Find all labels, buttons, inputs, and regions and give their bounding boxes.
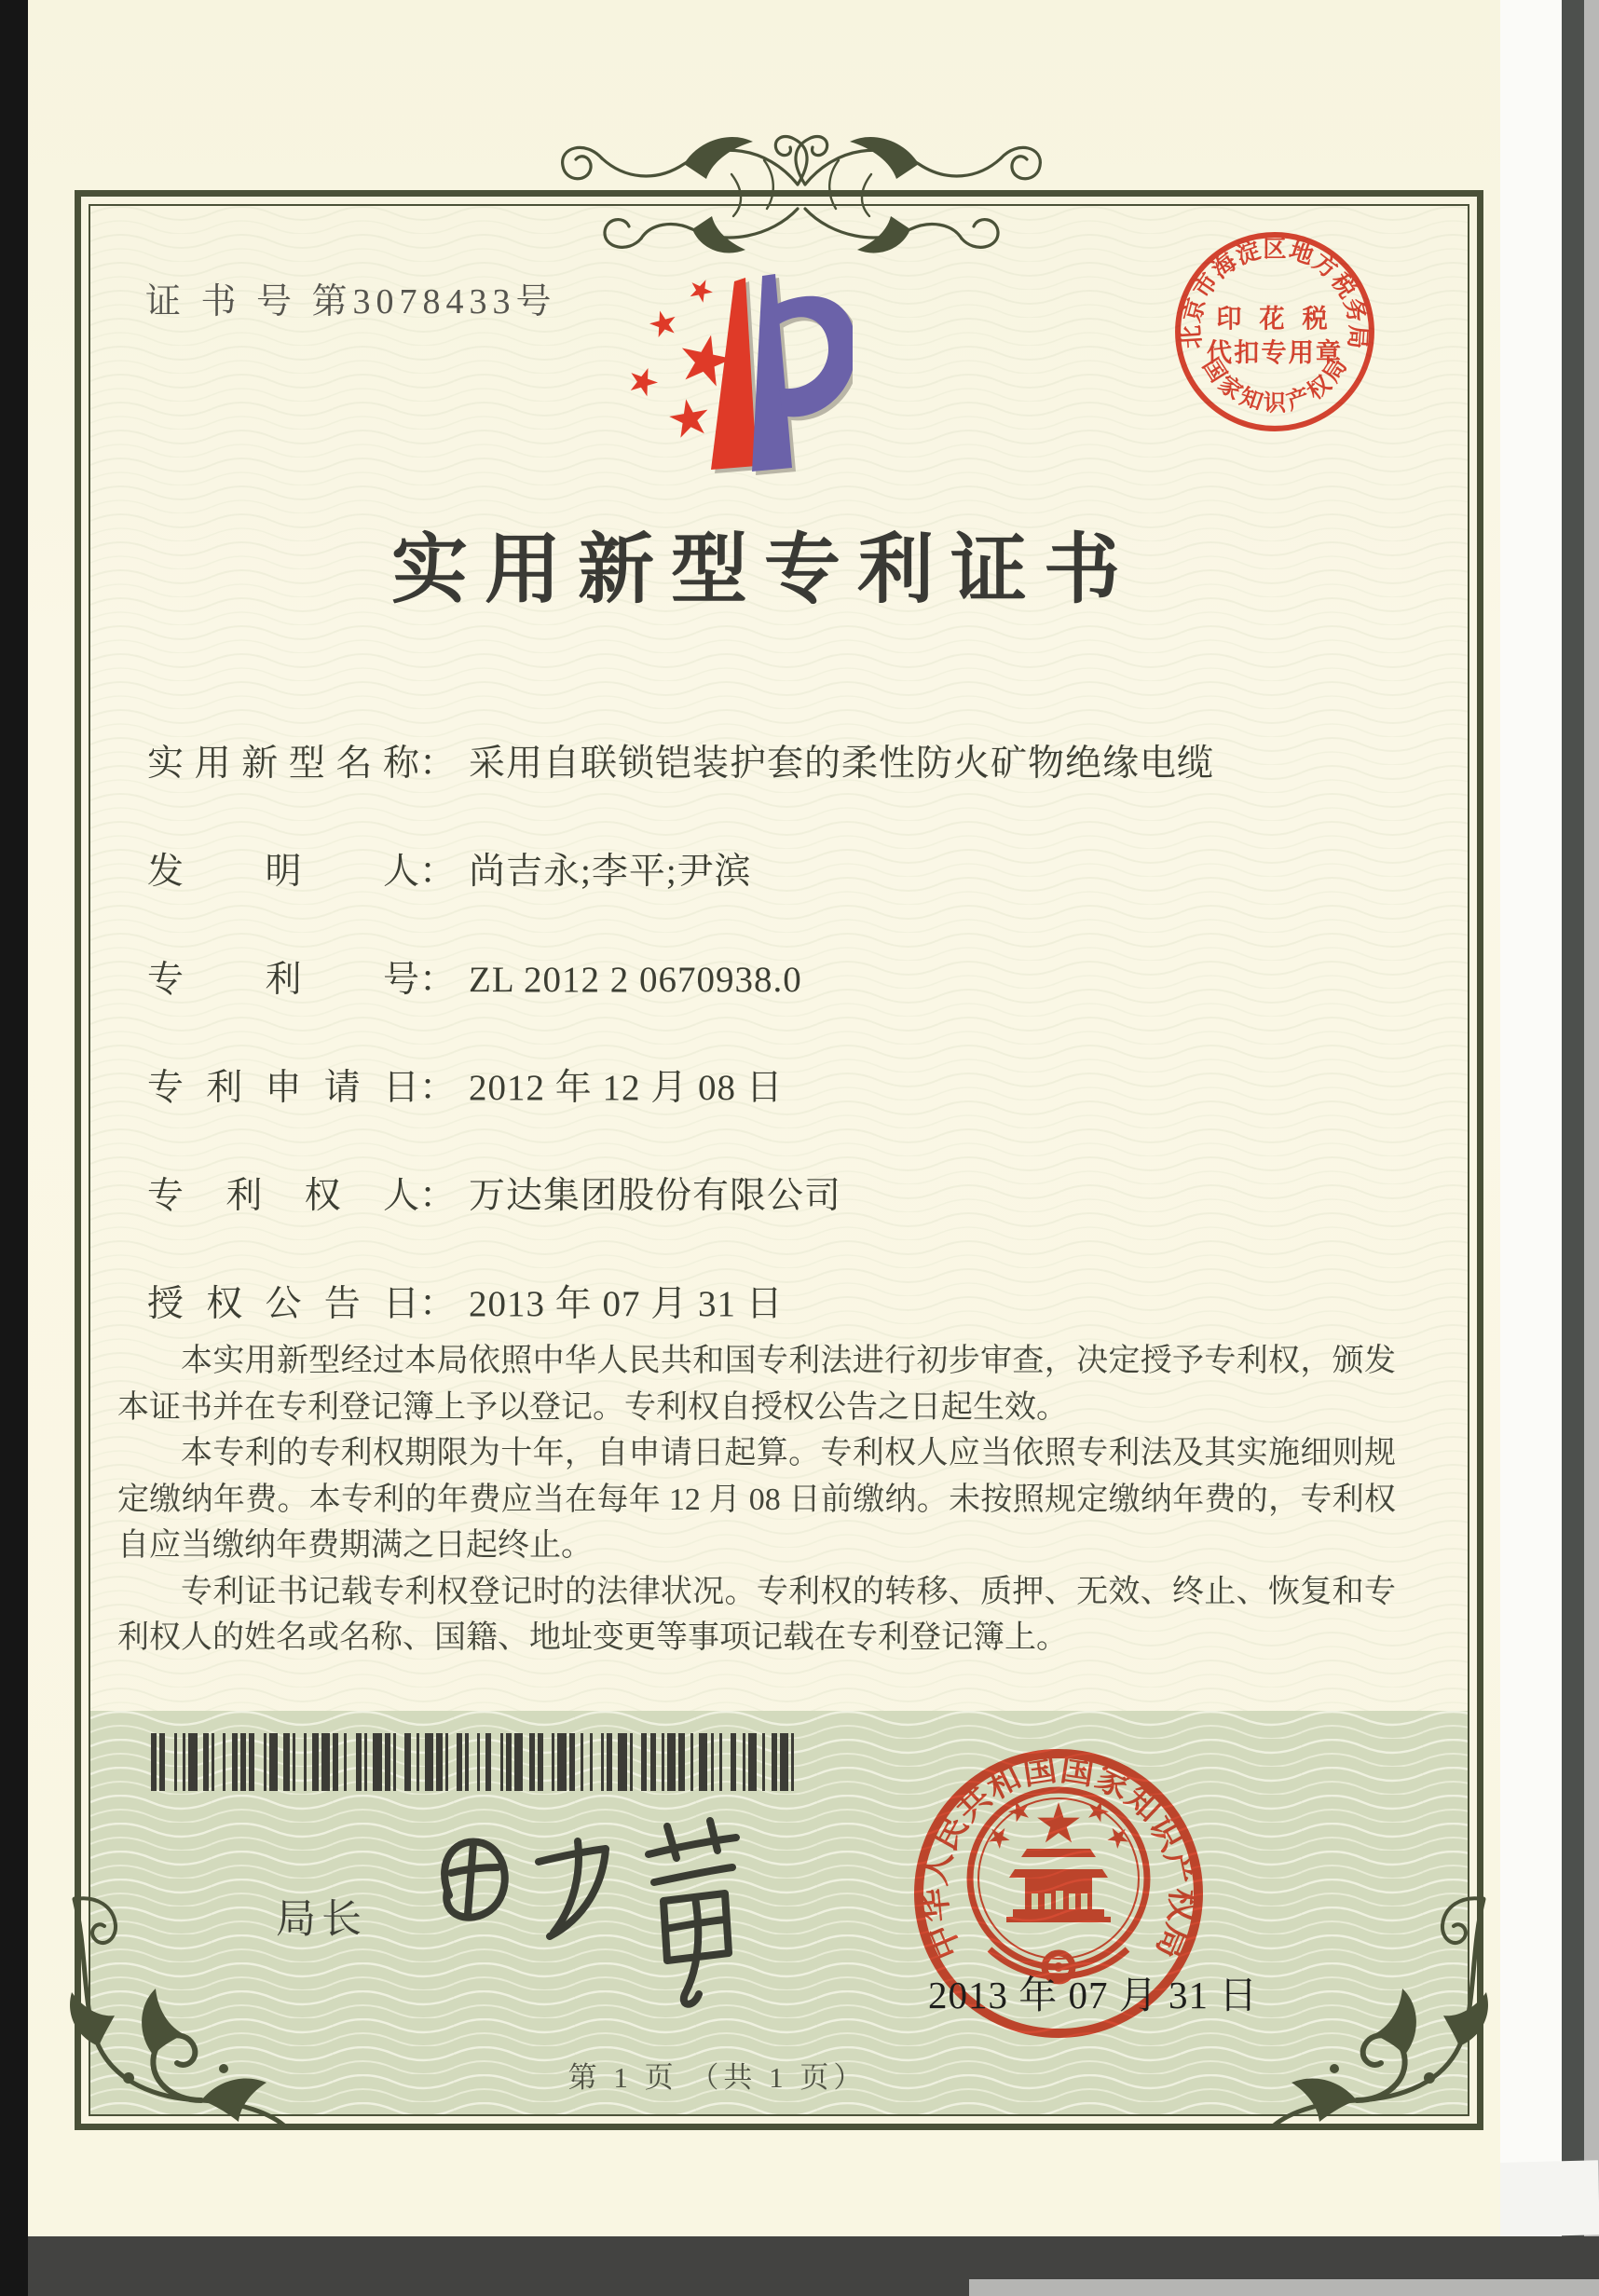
field-row-patentee <box>147 1167 841 1219</box>
scanner-lid-right <box>1584 0 1599 2296</box>
field-colon: ： <box>419 1176 457 1216</box>
field-row-patent-no <box>147 950 802 1003</box>
seal-arc-text: 中华人民共和国国家知识产权局 <box>914 1750 1203 1964</box>
sipo-logo <box>615 268 853 485</box>
field-value-inventor: 尚吉永;李平;尹滨 <box>469 852 752 892</box>
tax-stamp <box>1170 227 1379 436</box>
tax-stamp-line2: 代扣专用章 <box>1206 338 1344 367</box>
field-value-grant-date: 2013 年 07 月 31 日 <box>469 1284 784 1324</box>
body-paragraph-2: 本专利的专利权期限为十年，自申请日起算。专利权人应当依照专利法及其实施细则规定缴纳年费。本专利的年费应当在每年 12 月 08 日前缴纳。未按照规定缴纳年费的，专利权自应当缴纳年费期满之日起终止。 <box>117 1436 1396 1563</box>
body-paragraph-1: 本实用新型经过本局依照中华人民共和国专利法进行初步审查，决定授予专利权，颁发本证书并在专利登记簿上予以登记。专利权自授权公告之日起生效。 <box>117 1344 1396 1425</box>
field-colon: ： <box>419 1284 457 1324</box>
scanner-dark-strip-right <box>1562 0 1586 2296</box>
field-row-filing-date <box>147 1059 784 1111</box>
top-dragon-ornament <box>503 104 1100 263</box>
field-row-name <box>147 734 1214 786</box>
barcode <box>151 1733 896 1791</box>
scanner-edge-left <box>0 0 28 2296</box>
tax-stamp-arc-bottom: 国家知识产权局 <box>1197 354 1352 417</box>
signer-title: 局长 <box>276 1898 367 1942</box>
tax-stamp-line1: 印 花 税 <box>1216 304 1333 333</box>
scanner-lid-bottom-right <box>969 2279 1599 2296</box>
field-colon: ： <box>419 1068 457 1108</box>
field-row-inventor <box>147 842 752 895</box>
field-row-grant-date <box>147 1275 784 1327</box>
field-label-patent-no: 专利号 <box>147 960 419 1000</box>
body-paragraph-3: 专利证书记载专利权登记时的法律状况。专利权的转移、质押、无效、终止、恢复和专利权人的姓名或名称、国籍、地址变更等事项记载在专利登记簿上。 <box>117 1574 1396 1655</box>
field-value-patent-no: ZL 2012 2 0670938.0 <box>469 960 802 1000</box>
field-value-name: 采用自联锁铠装护套的柔性防火矿物绝缘电缆 <box>469 744 1215 784</box>
field-label-name: 实用新型名称 <box>147 744 419 784</box>
field-label-patentee: 专利权人 <box>147 1176 419 1216</box>
signature-tian-lipu <box>369 1802 835 2016</box>
field-value-filing-date: 2012 年 12 月 08 日 <box>469 1068 784 1108</box>
field-colon: ： <box>419 744 457 784</box>
page-footer: 第 1 页 （共 1 页） <box>567 2061 868 2094</box>
field-label-inventor: 发明人 <box>147 852 419 892</box>
field-colon: ： <box>419 852 457 892</box>
field-value-patentee: 万达集团股份有限公司 <box>469 1176 842 1216</box>
field-label-grant-date: 授权公告日 <box>147 1284 419 1324</box>
field-colon: ： <box>419 960 457 1000</box>
field-label-filing-date: 专利申请日 <box>147 1068 419 1108</box>
seal-date: 2013 年 07 月 31 日 <box>928 1974 1259 2016</box>
certificate-number: 证 书 号 第3078433号 <box>145 282 557 321</box>
legal-text-block <box>117 1338 1396 1661</box>
certificate-title: 实用新型专利证书 <box>390 527 1137 612</box>
underlying-sheet-right-edge <box>1498 0 1564 2274</box>
tax-stamp-arc-top: 北京市海淀区地方税务局 <box>1179 237 1371 350</box>
